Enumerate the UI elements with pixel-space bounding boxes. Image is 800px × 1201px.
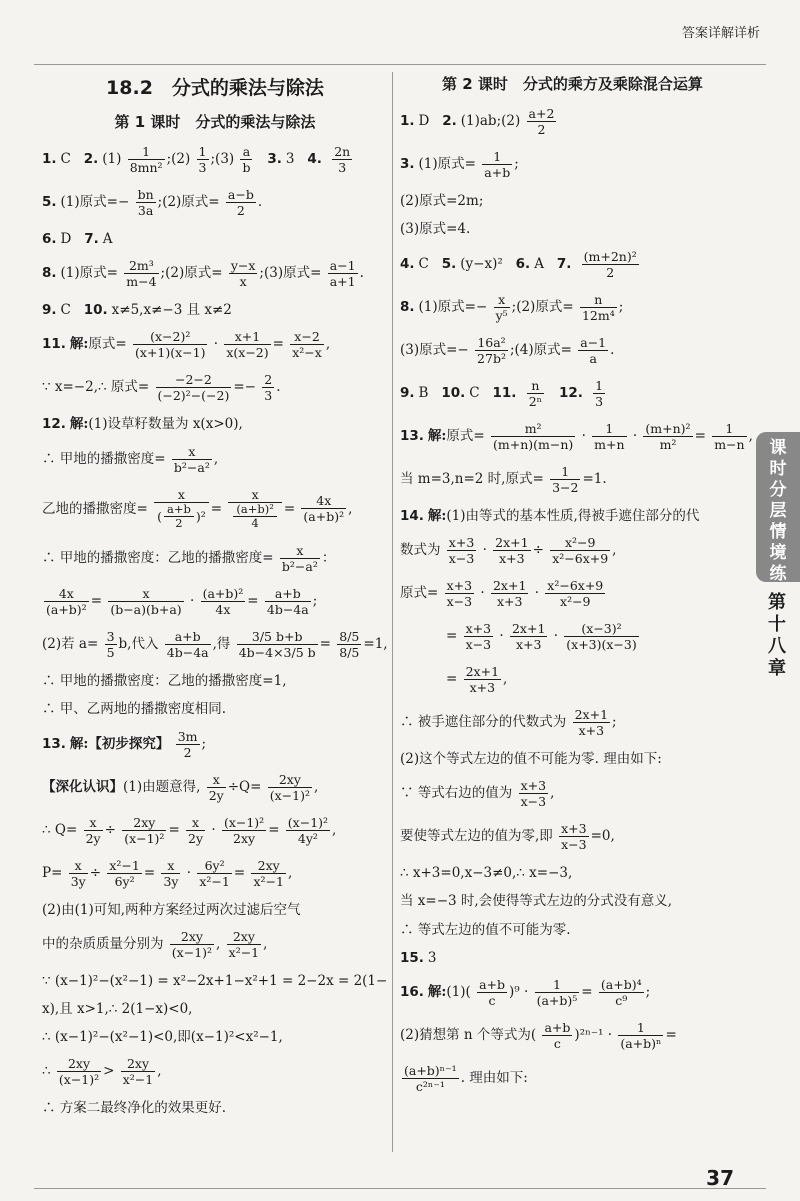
answer-13-line6: 中的杂质质量分别为 $\frac{2xy}{\text{(x−1)²}}$ , $\frac{2xy}{\text{x²−1}}$ , [42, 928, 268, 960]
answer-12-line4: ∴ 甲地的播撒密度：乙地的播撒密度= $\frac{x}{\text{b²−a²}}$ ： [42, 543, 336, 575]
r-answer-14-line6: ∴ 被手遮住部分的代数式为 $\frac{2x+1}{x+3}$ ; [400, 706, 617, 738]
answer-8: 8. (1)原式= $\frac{\text{2m³}}{m-4}$ ;(2)原式= $\frac{y-x}{x}$ ;(3)原式= $\frac{a-1}{a+1}$ . [42, 258, 364, 290]
r-answer-9-12: 9. B 10. C 11. $\frac{n}{\text{2ⁿ}}$ 12. $\frac{1}{3}$ [400, 377, 604, 409]
answer-11-line1: 11. 解:原式= $\frac{\text{(x−2)²}}{(x+1)(x-1)}$ · $\frac{x+1}{x(x-2)}$ = $\frac{x-2}{\text{x²−x}}$ , [42, 329, 331, 361]
answer-12-line6: (2)若 a= $\frac{3}{5}$ b,代入 $\frac{a+b}{4b-4a}$ ,得 $\frac{3/5 b+b}{4b-4\times 3/5 b}$ = $\frac{8/5}{8/5}$ =1, [42, 629, 388, 661]
section-title: 18.2 分式的乘法与除法 [106, 77, 324, 99]
r-answer-14-line12: ∴ 等式左边的值不可能为零. [400, 921, 571, 938]
answer-1-4: 1. C 2. (1) $\frac{1}{\text{8mn²}}$ ;(2) $\frac{1}{3}$ ;(3) $\frac{a}{b}$ 3. 3 4. $\frac{2n}{3}$ [42, 143, 351, 175]
answer-13-line10: ∴ $\frac{2xy}{\text{(x−1)²}}$ > $\frac{2xy}{\text{x²−1}}$ , [42, 1056, 162, 1088]
r-answer-16-line1: 16. 解:(1)( $\frac{a+b}{c}$ )⁹ · $\frac{1}{\text{(a+b)⁵}}$ = $\frac{\text{(a+b)⁴}}{\text{c⁹}}$ ; [400, 977, 651, 1008]
r-answer-14-line9: 要使等式左边的值为零,即 $\frac{x+3}{x-3}$ =0, [400, 821, 615, 853]
r-answer-15: 15. 3 [400, 949, 437, 966]
answer-13-line4: P= $\frac{x}{3y}$ ÷ $\frac{\text{x²−1}}{\text{6y²}}$ = $\frac{x}{3y}$ · $\frac{\text{6y²}}{\text{x²−1}}$ = $\frac{2xy}{\text{x²−1}}$ , [42, 857, 293, 889]
answer-9-10: 9. C 10. x≠5,x≠−3 且 x≠2 [42, 302, 232, 319]
answer-13-line11: ∴ 方案二最终净化的效果更好. [42, 1100, 227, 1117]
page-number: 37 [706, 1166, 734, 1190]
r-answer-8-line1: 8. (1)原式=− $\frac{x}{\text{y⁵}}$ ;(2)原式= $\frac{n}{\text{12m⁴}}$ ; [400, 291, 624, 323]
r-answer-1-2: 1. D 2. (1)ab;(2) $\frac{a+2}{2}$ [400, 106, 555, 138]
answer-13-line1: 13. 解:【初步探究】 $\frac{3m}{2}$ ; [42, 728, 207, 760]
page-header: 答案详解详析 [681, 26, 760, 41]
answer-12-line1: 12. 解:(1)设草籽数量为 x(x>0), [42, 416, 243, 433]
answer-6-7: 6. D 7. A [42, 230, 113, 247]
answer-13-line8: x),且 x>1,∴ 2(1−x)<0, [42, 1001, 193, 1018]
answer-12-line7: ∴ 甲地的播撒密度：乙地的播撒密度=1, [42, 673, 287, 690]
r-answer-13-line2: 当 m=3,n=2 时,原式= $\frac{1}{3-2}$ =1. [400, 463, 607, 495]
lesson2-title: 第 2 课时 分式的乘方及乘除混合运算 [442, 75, 703, 93]
answer-5: 5. (1)原式=− $\frac{bn}{3a}$ ;(2)原式= $\frac{a-b}{2}$ . [42, 186, 263, 218]
r-answer-14-line2: 数式为 $\frac{x+3}{x-3}$ · $\frac{2x+1}{x+3}$ ÷ $\frac{\text{x²−9}}{\text{x²−6x+9}}$ , [400, 534, 617, 566]
side-tab-label [756, 432, 800, 582]
r-answer-14-line1: 14. 解:(1)由等式的基本性质,得被手遮住部分的代 [400, 507, 700, 524]
bottom-rule [34, 1188, 766, 1189]
answer-13-line9: ∴ (x−1)²−(x²−1)<0,即(x−1)²<x²−1, [42, 1029, 283, 1046]
r-answer-3-line2: (2)原式=2m; [400, 193, 484, 210]
right-column [400, 72, 753, 1106]
answer-12-line5: $\frac{4x}{\text{(a+b)²}}$ = $\frac{x}{(b-a)(b+a)}$ · $\frac{\text{(a+b)²}}{4x}$ = $\frac{a+b}{4b-4a}$ ; [46, 586, 318, 618]
chapter-label: 第十八章 [768, 592, 786, 679]
answer-12-line3: 乙地的播撒密度= x ( $\frac{a+b}{2}$ )² = $\frac{x}{\frac{\text{(a+b)²}}{4}}$ = $\frac{4x}{\text{(a+b)²}}$ , [42, 486, 353, 531]
r-answer-14-line4: = $\frac{x+3}{x-3}$ · $\frac{2x+1}{x+3}$ · $\frac{\text{(x−3)²}}{(x+3)(x-3)}$ [446, 620, 637, 652]
answer-13-line7: ∵ (x−1)²−(x²−1) = x²−2x+1−x²+1 = 2−2x = 2(1− [42, 972, 388, 989]
r-answer-3-line1: 3. (1)原式= $\frac{1}{a+b}$ ; [400, 149, 519, 181]
r-answer-14-line3: 原式= $\frac{x+3}{x-3}$ · $\frac{2x+1}{x+3}$ · $\frac{\text{x²−6x+9}}{\text{x²−9}}$ [400, 577, 604, 609]
answer-13-line3: ∴ Q= $\frac{x}{2y}$ ÷ $\frac{2xy}{\text{(x−1)²}}$ = $\frac{x}{2y}$ · $\frac{\text{(x−1)²}}{2xy}$ = $\frac{\text{(x−1)²}}{\text{4y²}}$ , [42, 814, 337, 846]
r-answer-16-line2: (2)猜想第 n 个等式为( $\frac{a+b}{c}$ )²ⁿ⁻¹ · $\frac{1}{\text{(a+b)ⁿ}}$ = [400, 1020, 677, 1051]
r-answer-13-line1: 13. 解:原式= $\frac{\text{m²}}{(m+n)(m-n)}$ · $\frac{1}{m+n}$ · $\frac{\text{(m+n)²}}{\text{m²}}$ = $\frac{1}{m-n}$ , [400, 420, 753, 452]
answer-13-line2: 【深化认识】(1)由题意得, $\frac{x}{2y}$ ÷Q= $\frac{2xy}{\text{(x−1)²}}$ , [42, 771, 319, 803]
lesson1-title: 第 1 课时 分式的乘法与除法 [114, 112, 316, 131]
r-answer-14-line11: 当 x=−3 时,会使得等式左边的分式没有意义, [400, 893, 672, 910]
left-column [42, 72, 388, 1128]
r-answer-8-line2: (3)原式=− $\frac{\text{16a²}}{\text{27b²}}$ ;(4)原式= $\frac{a-1}{a}$ . [400, 334, 615, 366]
r-answer-14-line5: = $\frac{2x+1}{x+3}$ , [446, 663, 508, 695]
side-tab-text: 课时分层情境练 [769, 438, 787, 584]
answer-12-line8: ∴ 甲、乙两地的播撒密度相同. [42, 701, 227, 718]
answer-11-line2: ∵ x=−2,∴ 原式= $\frac{-2-2}{\text{(−2)²−(−2)}}$ =− $\frac{2}{3}$ . [42, 372, 281, 404]
answer-13-line5: (2)由(1)可知,两种方案经过两次过滤后空气 [42, 901, 301, 918]
r-answer-14-line10: ∴ x+3=0,x−3≠0,∴ x=−3, [400, 865, 573, 882]
r-answer-14-line8: ∵ 等式右边的值为 $\frac{x+3}{x-3}$ , [400, 778, 555, 810]
r-answer-4-7: 4. C 5. (y−x)² 6. A 7. $\frac{\text{(m+2n)²}}{2}$ [400, 248, 637, 280]
r-answer-14-line7: (2)这个等式左边的值不可能为零. 理由如下: [400, 750, 662, 767]
r-answer-3-line3: (3)原式=4. [400, 221, 471, 238]
r-answer-16-line3: $\frac{\text{(a+b)ⁿ⁻¹}}{\text{c²ⁿ⁻¹}}$ . 理由如下: [404, 1063, 528, 1094]
column-divider [392, 72, 393, 1152]
header-rule [34, 64, 766, 65]
answer-12-line2: ∴ 甲地的播撒密度= $\frac{x}{\text{b²−a²}}$ , [42, 443, 219, 475]
